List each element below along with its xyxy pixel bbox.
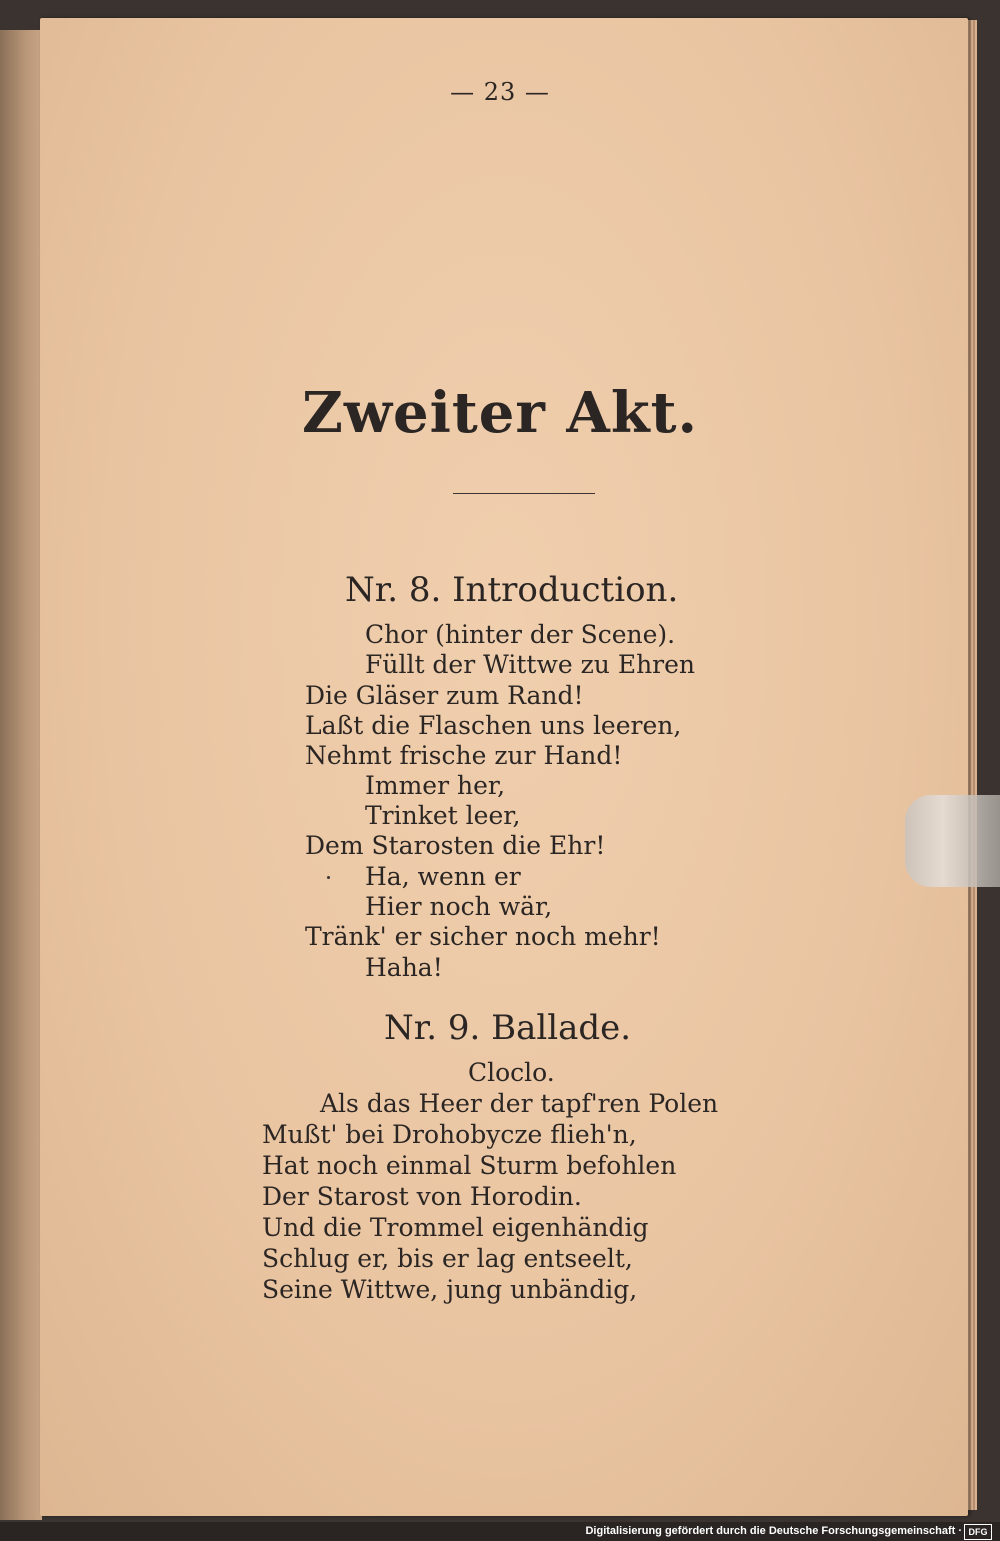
verse-line: Tränk' er sicher noch mehr! bbox=[305, 922, 661, 951]
verse-line: Dem Starosten die Ehr! bbox=[305, 831, 606, 860]
verse-line: Laßt die Flaschen uns leeren, bbox=[305, 711, 682, 740]
ink-speck bbox=[327, 876, 330, 879]
page-number: — 23 — bbox=[450, 78, 550, 106]
verse-line: Seine Wittwe, jung unbändig, bbox=[262, 1275, 638, 1304]
verse-line: Immer her, bbox=[365, 771, 506, 800]
verse-line: Die Gläser zum Rand! bbox=[305, 681, 584, 710]
dfg-logo: DFG bbox=[964, 1524, 992, 1540]
verse-line: Und die Trommel eigenhändig bbox=[262, 1213, 649, 1242]
digitization-credit: Digitalisierung gefördert durch die Deutsche Forschungsgemeinschaft · bbox=[585, 1525, 962, 1537]
verse-line: Nehmt frische zur Hand! bbox=[305, 741, 623, 770]
verse-line: Ha, wenn er bbox=[365, 862, 521, 891]
section-heading: Nr. 8. Introduction. bbox=[345, 570, 679, 610]
verse-line: Der Starost von Horodin. bbox=[262, 1182, 582, 1211]
verse-line: Hier noch wär, bbox=[365, 892, 553, 921]
title-divider bbox=[453, 493, 595, 494]
verse-line: Trinket leer, bbox=[365, 801, 521, 830]
speaker-name: Cloclo. bbox=[468, 1058, 555, 1087]
verse-line: Als das Heer der tapf'ren Polen bbox=[320, 1089, 719, 1118]
section-heading: Nr. 9. Ballade. bbox=[384, 1008, 632, 1048]
previous-page-edge bbox=[0, 30, 42, 1520]
verse-line: Mußt' bei Drohobycze flieh'n, bbox=[262, 1120, 637, 1149]
act-title: Zweiter Akt. bbox=[301, 380, 699, 446]
verse-line: Füllt der Wittwe zu Ehren bbox=[365, 650, 696, 679]
plastic-tab-marker bbox=[905, 795, 1000, 887]
stage-direction: Chor (hinter der Scene). bbox=[365, 620, 676, 649]
verse-line: Schlug er, bis er lag entseelt, bbox=[262, 1244, 633, 1273]
verse-line: Hat noch einmal Sturm befohlen bbox=[262, 1151, 677, 1180]
verse-line: Haha! bbox=[365, 953, 443, 982]
